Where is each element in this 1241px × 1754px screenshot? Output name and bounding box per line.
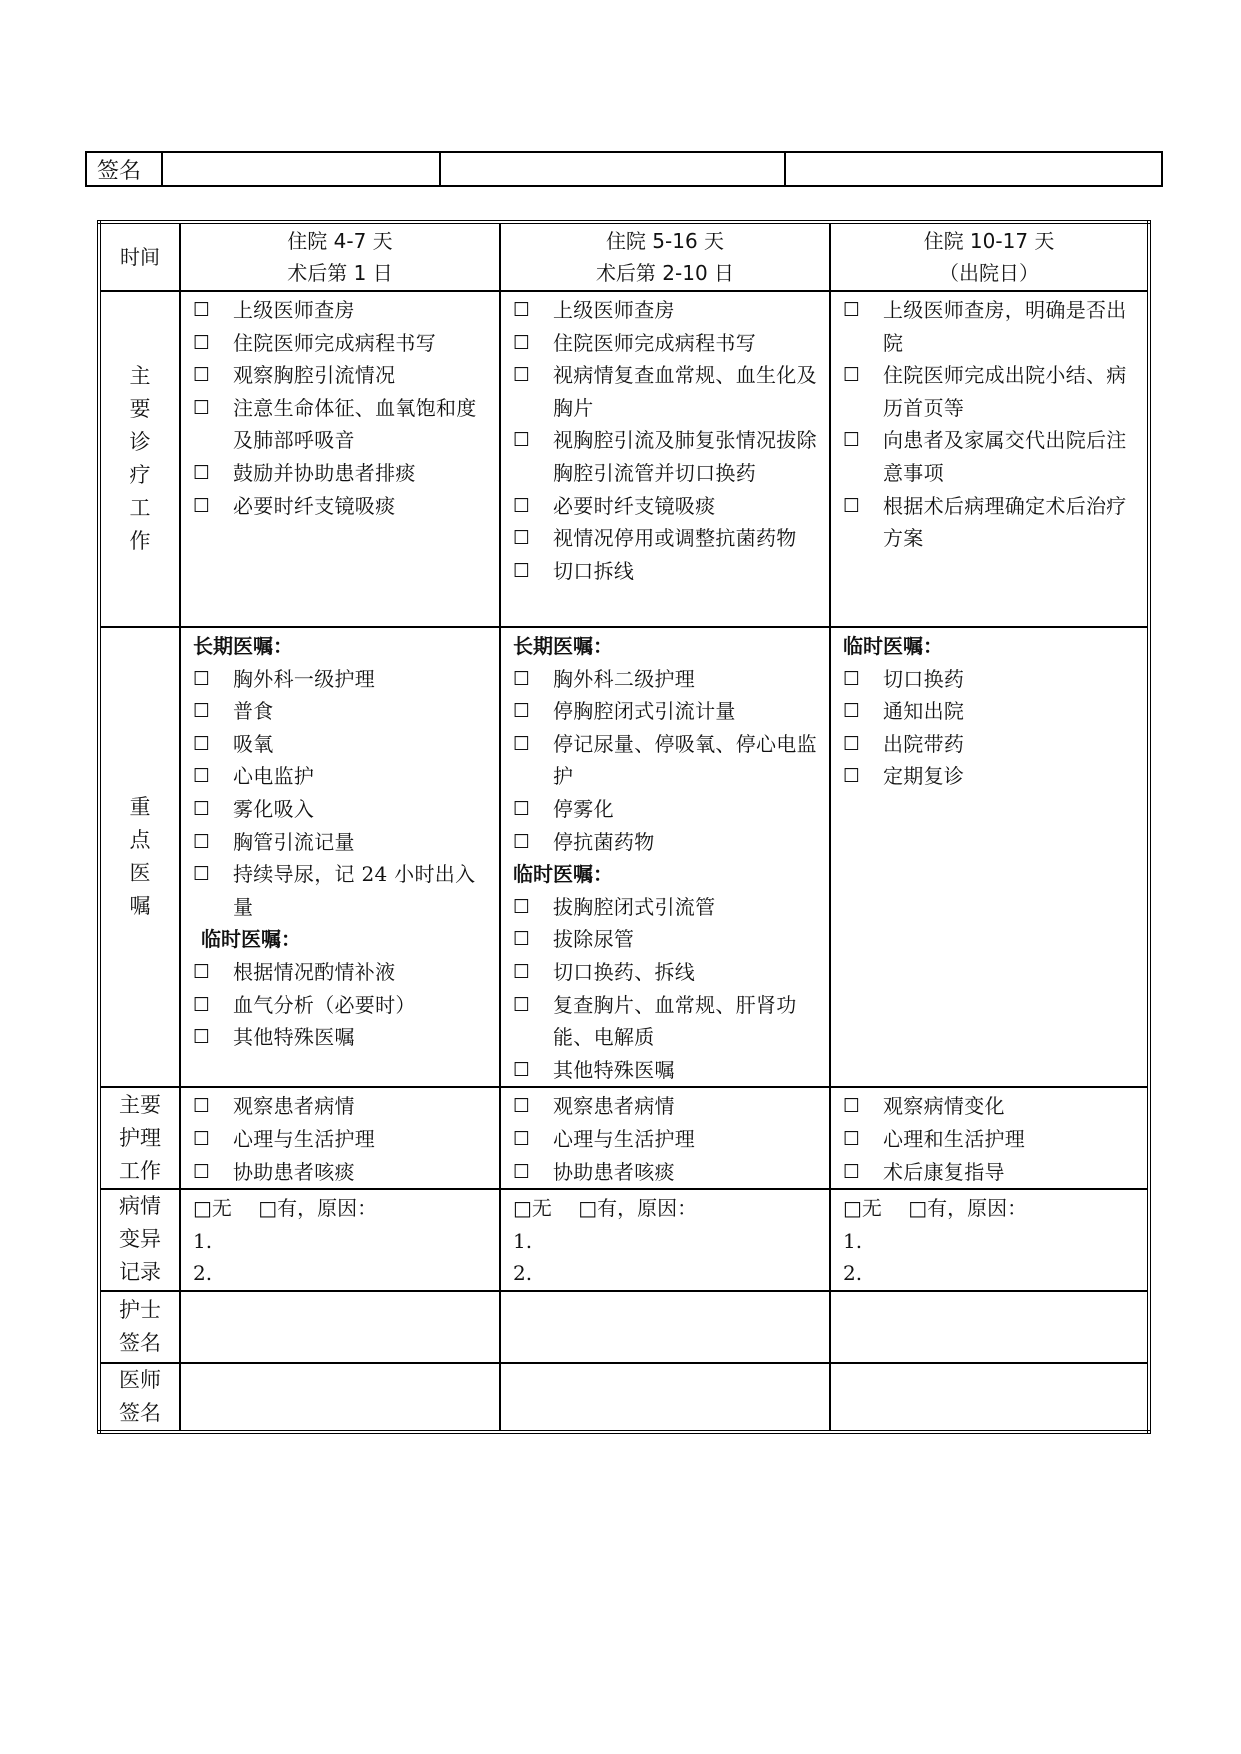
checklist-item-label: 鼓励并协助患者排痰	[233, 460, 416, 485]
row-label-line: 签名	[119, 1400, 161, 1425]
checkbox-icon[interactable]: ☐	[193, 830, 211, 853]
checkbox-icon[interactable]: ☐	[193, 667, 211, 690]
row-label-char: 嘱	[129, 894, 151, 919]
checklist-item[interactable]	[193, 663, 491, 696]
checklist-item-label: 胸外科一级护理	[233, 666, 376, 691]
row-label-line: 护理	[119, 1125, 161, 1150]
checkbox-icon[interactable]: ☐	[513, 1058, 531, 1081]
variation-col-1[interactable]	[180, 1189, 500, 1291]
orders-col-2	[500, 627, 830, 1087]
checklist-item[interactable]	[843, 490, 1139, 555]
checklist-item[interactable]	[513, 663, 821, 696]
checklist-item-label: 持续导尿，记 24 小时出入量	[233, 862, 476, 919]
checklist-item[interactable]	[193, 490, 491, 523]
checklist-item[interactable]	[193, 457, 491, 490]
checklist-item[interactable]	[193, 826, 491, 859]
doctor-sign-cell[interactable]	[180, 1363, 500, 1432]
checkbox-icon[interactable]: ☐	[193, 1127, 211, 1150]
checkbox-icon[interactable]: ☐	[513, 960, 531, 983]
checklist-item-label: 吸氧	[233, 731, 274, 756]
checklist-item-label: 根据情况酌情补液	[233, 959, 396, 984]
temp-orders-title: 临时医嘱：	[843, 634, 943, 658]
checkbox-icon[interactable]: ☐	[513, 700, 531, 723]
checklist-item-label: 定期复诊	[883, 764, 965, 789]
checklist-item[interactable]	[193, 695, 491, 728]
checklist-item[interactable]	[513, 490, 821, 523]
checkbox-icon[interactable]: ☐	[193, 960, 211, 983]
checkbox-icon[interactable]: ☐	[513, 1095, 531, 1118]
checklist-item-label: 术后康复指导	[883, 1159, 1005, 1184]
row-label-line: 医师	[119, 1367, 161, 1392]
checkbox-icon[interactable]: ☐	[513, 895, 531, 918]
variation-label	[99, 1189, 180, 1291]
top-signature-strip	[85, 151, 1163, 187]
checklist-item[interactable]	[513, 522, 821, 555]
checkbox-icon[interactable]: ☐	[193, 993, 211, 1016]
checklist-item-label: 停胸腔闭式引流计量	[553, 699, 736, 724]
checklist-item-label: 观察病情变化	[883, 1094, 1005, 1119]
checklist-item[interactable]	[843, 728, 1139, 761]
checkbox-icon[interactable]: ☐	[193, 700, 211, 723]
checklist-item[interactable]	[843, 424, 1139, 489]
checkbox-icon[interactable]: ☐	[843, 299, 861, 321]
checklist-item[interactable]	[513, 923, 821, 956]
checklist-item-label: 切口换药、拆线	[553, 959, 696, 984]
row-label-char: 重	[129, 795, 151, 820]
checklist-item[interactable]	[193, 1156, 491, 1189]
row-label-char: 主	[129, 364, 151, 388]
checklist-item[interactable]	[513, 294, 821, 327]
checkbox-icon[interactable]: ☐	[843, 1160, 861, 1183]
checkbox-icon[interactable]: ☐	[843, 1127, 861, 1150]
checkbox-icon[interactable]: ☐	[843, 1095, 861, 1118]
checklist-item[interactable]	[513, 695, 821, 728]
checklist-item-label: 心理和生活护理	[883, 1126, 1026, 1151]
header-day-1	[180, 222, 500, 291]
row-label-char: 点	[129, 828, 151, 853]
checklist-item-label: 胸管引流记量	[233, 829, 355, 854]
variation-item-2: 2.	[193, 1261, 213, 1286]
nurse-sign-cell[interactable]	[830, 1291, 1149, 1363]
checklist-item[interactable]	[513, 1090, 821, 1123]
checkbox-icon[interactable]: ☐	[193, 863, 211, 886]
checklist-item[interactable]	[513, 555, 821, 588]
checklist-item-label: 必要时纤支镜吸痰	[553, 493, 716, 518]
checklist-item-label: 通知出院	[883, 699, 965, 724]
checklist-item[interactable]	[193, 1021, 491, 1054]
doctor-sign-row	[99, 1363, 1149, 1432]
doctor-sign-cell[interactable]	[830, 1363, 1149, 1432]
variation-choice[interactable]: □无 □有，原因：	[193, 1196, 378, 1221]
nurse-sign-cell[interactable]	[500, 1291, 830, 1363]
checklist-item-label: 视胸腔引流及肺复张情况拔除胸腔引流管并切口换药	[553, 428, 817, 485]
signature-cell[interactable]	[785, 152, 1162, 186]
row-label-char: 医	[129, 861, 151, 886]
checklist-item[interactable]	[513, 793, 821, 826]
checkbox-icon[interactable]: ☐	[843, 700, 861, 723]
checkbox-icon[interactable]: ☐	[193, 364, 211, 387]
checklist-item-label: 停抗菌药物	[553, 829, 655, 854]
checklist-item[interactable]	[193, 359, 491, 392]
header-day-3	[830, 222, 1149, 291]
checklist-item-label: 其他特殊医嘱	[233, 1025, 355, 1050]
checklist-item[interactable]	[843, 359, 1139, 424]
row-label-line: 签名	[119, 1330, 161, 1355]
checklist-item-label: 出院带药	[883, 731, 965, 756]
checkbox-icon[interactable]: ☐	[513, 559, 531, 582]
checkbox-icon[interactable]: ☐	[513, 1127, 531, 1150]
checkbox-icon[interactable]: ☐	[513, 797, 531, 820]
checklist-item-label: 必要时纤支镜吸痰	[233, 493, 396, 518]
checklist-item[interactable]	[513, 424, 821, 489]
checklist-item-label: 雾化吸入	[233, 796, 315, 821]
checklist-item[interactable]	[193, 793, 491, 826]
checkbox-icon[interactable]: ☐	[193, 461, 211, 484]
checklist-item-label: 住院医师完成病程书写	[233, 330, 436, 355]
header-line: 住院 10-17 天	[923, 229, 1055, 253]
checkbox-icon[interactable]: ☐	[513, 364, 531, 387]
diagnosis-col-2	[500, 291, 830, 627]
doctor-sign-cell[interactable]	[500, 1363, 830, 1432]
checklist-item[interactable]	[843, 760, 1139, 793]
row-label-char: 要	[129, 397, 151, 421]
checkbox-icon[interactable]: ☐	[843, 364, 861, 387]
nursing-col-1	[180, 1087, 500, 1189]
checklist-item[interactable]	[843, 294, 1139, 359]
checklist-item-label: 普食	[233, 699, 274, 724]
checklist-item-label: 切口换药	[883, 666, 965, 691]
checkbox-icon[interactable]: ☐	[513, 928, 531, 951]
checkbox-icon[interactable]: ☐	[843, 429, 861, 452]
checkbox-icon[interactable]: ☐	[513, 494, 531, 517]
checkbox-icon[interactable]: ☐	[513, 667, 531, 690]
checkbox-icon[interactable]: ☐	[193, 732, 211, 755]
checklist-item[interactable]	[513, 826, 821, 859]
checklist-item[interactable]	[193, 327, 491, 360]
time-label: 时间	[99, 222, 180, 291]
checklist-item[interactable]	[843, 663, 1139, 696]
checklist-item-label: 上级医师查房	[233, 298, 355, 322]
row-label-char: 疗	[129, 463, 151, 487]
nurse-sign-row	[99, 1291, 1149, 1363]
orders-row	[99, 627, 1149, 1087]
checkbox-icon[interactable]: ☐	[513, 429, 531, 452]
variation-col-2[interactable]	[500, 1189, 830, 1291]
checkbox-icon[interactable]: ☐	[513, 993, 531, 1016]
clinical-pathway-table	[97, 220, 1151, 1434]
checklist-item-label: 住院医师完成出院小结、病历首页等	[883, 363, 1127, 420]
checklist-item[interactable]	[193, 989, 491, 1022]
checklist-item[interactable]	[193, 956, 491, 989]
checklist-item[interactable]	[513, 989, 821, 1054]
checklist-item[interactable]	[193, 1123, 491, 1156]
checklist-item-label: 停记尿量、停吸氧、停心电监护	[553, 731, 817, 789]
header-day-2	[500, 222, 830, 291]
checklist-item-label: 视情况停用或调整抗菌药物	[553, 526, 797, 551]
checklist-item[interactable]	[193, 760, 491, 793]
checkbox-icon[interactable]: ☐	[193, 1095, 211, 1118]
header-line: 住院 5-16 天	[605, 229, 725, 253]
checklist-item-label: 胸外科二级护理	[553, 666, 696, 691]
header-line: （出院日）	[939, 261, 1039, 285]
checklist-item-label: 血气分析（必要时）	[233, 992, 416, 1017]
long-term-orders-title: 长期医嘱：	[193, 634, 293, 658]
checklist-item-label: 拔胸腔闭式引流管	[553, 894, 716, 919]
nurse-sign-label	[99, 1291, 180, 1363]
variation-item-1: 1.	[843, 1228, 863, 1253]
row-label-line: 变异	[119, 1227, 161, 1252]
nursing-row	[99, 1087, 1149, 1189]
diagnosis-label	[99, 291, 180, 627]
signature-cell[interactable]	[162, 152, 440, 186]
checkbox-icon[interactable]: ☐	[843, 494, 861, 517]
orders-col-1	[180, 627, 500, 1087]
checkbox-icon[interactable]: ☐	[513, 299, 531, 321]
checklist-item[interactable]	[193, 392, 491, 457]
checklist-item-label: 复查胸片、血常规、肝肾功能、电解质	[553, 992, 797, 1050]
checklist-item-label: 注意生命体征、血氧饱和度及肺部呼吸音	[233, 395, 477, 453]
checklist-item[interactable]	[843, 1090, 1139, 1123]
checkbox-icon[interactable]: ☐	[193, 1026, 211, 1049]
nursing-col-3	[830, 1087, 1149, 1189]
checkbox-icon[interactable]: ☐	[193, 797, 211, 820]
checklist-item-label: 根据术后病理确定术后治疗方案	[883, 493, 1127, 551]
long-term-orders-title: 长期医嘱：	[513, 634, 613, 658]
header-line: 术后第 1 日	[287, 261, 393, 285]
checklist-item[interactable]	[513, 327, 821, 360]
checkbox-icon[interactable]: ☐	[513, 1160, 531, 1183]
checklist-item-label: 住院医师完成病程书写	[553, 330, 756, 355]
checklist-item-label: 观察患者病情	[553, 1094, 675, 1119]
checklist-item[interactable]	[513, 1054, 821, 1087]
checklist-item-label: 观察胸腔引流情况	[233, 363, 396, 388]
checkbox-icon[interactable]: ☐	[513, 527, 531, 550]
checklist-item[interactable]	[193, 1090, 491, 1123]
doctor-sign-label	[99, 1363, 180, 1432]
checkbox-icon[interactable]: ☐	[193, 494, 211, 517]
checklist-item[interactable]	[513, 359, 821, 424]
row-label-line: 工作	[119, 1158, 161, 1183]
variation-row	[99, 1189, 1149, 1291]
row-label-char: 工	[129, 496, 151, 520]
header-row	[99, 222, 1149, 291]
checklist-item[interactable]	[843, 1156, 1139, 1189]
signature-label: 签名	[86, 152, 162, 186]
variation-item-2: 2.	[843, 1261, 863, 1286]
checklist-item-label: 心理与生活护理	[553, 1126, 696, 1151]
row-label-char: 作	[129, 529, 151, 553]
diagnosis-col-1	[180, 291, 500, 627]
checkbox-icon[interactable]: ☐	[513, 830, 531, 853]
checklist-item[interactable]	[843, 695, 1139, 728]
checklist-item-label: 协助患者咳痰	[553, 1159, 675, 1184]
checklist-item-label: 向患者及家属交代出院后注意事项	[883, 428, 1127, 485]
nursing-label	[99, 1087, 180, 1189]
header-line: 术后第 2-10 日	[595, 261, 735, 285]
checklist-item-label: 其他特殊医嘱	[553, 1057, 675, 1082]
variation-item-1: 1.	[193, 1228, 213, 1253]
checkbox-icon[interactable]: ☐	[193, 765, 211, 788]
nursing-col-2	[500, 1087, 830, 1189]
checklist-item-label: 心理与生活护理	[233, 1126, 376, 1151]
checklist-item-label: 心电监护	[233, 764, 315, 789]
temp-orders-title: 临时医嘱：	[513, 862, 613, 887]
row-label-line: 病情	[119, 1194, 161, 1219]
row-label-line: 记录	[119, 1260, 161, 1285]
checkbox-icon[interactable]: ☐	[193, 331, 211, 354]
diagnosis-row	[99, 291, 1149, 627]
checklist-item[interactable]	[513, 728, 821, 793]
checklist-item[interactable]	[193, 294, 491, 327]
checklist-item[interactable]	[513, 1156, 821, 1189]
checklist-item[interactable]	[513, 956, 821, 989]
nurse-sign-cell[interactable]	[180, 1291, 500, 1363]
orders-label	[99, 627, 180, 1087]
checklist-item[interactable]	[193, 728, 491, 761]
checkbox-icon[interactable]: ☐	[193, 396, 211, 419]
variation-item-1: 1.	[513, 1228, 533, 1253]
variation-choice[interactable]: □无 □有，原因：	[843, 1196, 1028, 1221]
checklist-item-label: 上级医师查房，明确是否出院	[883, 298, 1127, 355]
variation-col-3[interactable]	[830, 1189, 1149, 1291]
checklist-item[interactable]	[513, 1123, 821, 1156]
checklist-item-label: 停雾化	[553, 796, 614, 821]
header-line: 住院 4-7 天	[287, 229, 393, 253]
checkbox-icon[interactable]: ☐	[513, 331, 531, 354]
checkbox-icon[interactable]: ☐	[843, 765, 861, 788]
row-label-line: 护士	[119, 1297, 161, 1322]
orders-col-3	[830, 627, 1149, 1087]
checklist-item-label: 协助患者咳痰	[233, 1159, 355, 1184]
signature-cell[interactable]	[440, 152, 785, 186]
checkbox-icon[interactable]: ☐	[513, 732, 531, 755]
checkbox-icon[interactable]: ☐	[193, 299, 211, 321]
diagnosis-col-3	[830, 291, 1149, 627]
checkbox-icon[interactable]: ☐	[843, 732, 861, 755]
checkbox-icon[interactable]: ☐	[193, 1160, 211, 1183]
checklist-item[interactable]	[843, 1123, 1139, 1156]
temp-orders-title: 临时医嘱：	[201, 927, 301, 952]
checklist-item-label: 视病情复查血常规、血生化及胸片	[553, 363, 817, 420]
row-label-line: 主要	[119, 1092, 161, 1117]
checklist-item[interactable]	[193, 858, 491, 923]
checkbox-icon[interactable]: ☐	[843, 667, 861, 690]
variation-item-2: 2.	[513, 1261, 533, 1286]
checklist-item[interactable]	[513, 891, 821, 924]
checklist-item-label: 观察患者病情	[233, 1094, 355, 1119]
row-label-char: 诊	[129, 430, 151, 454]
checklist-item-label: 上级医师查房	[553, 298, 675, 322]
checklist-item-label: 拔除尿管	[553, 927, 635, 952]
checklist-item-label: 切口拆线	[553, 558, 635, 583]
variation-choice[interactable]: □无 □有，原因：	[513, 1196, 698, 1221]
